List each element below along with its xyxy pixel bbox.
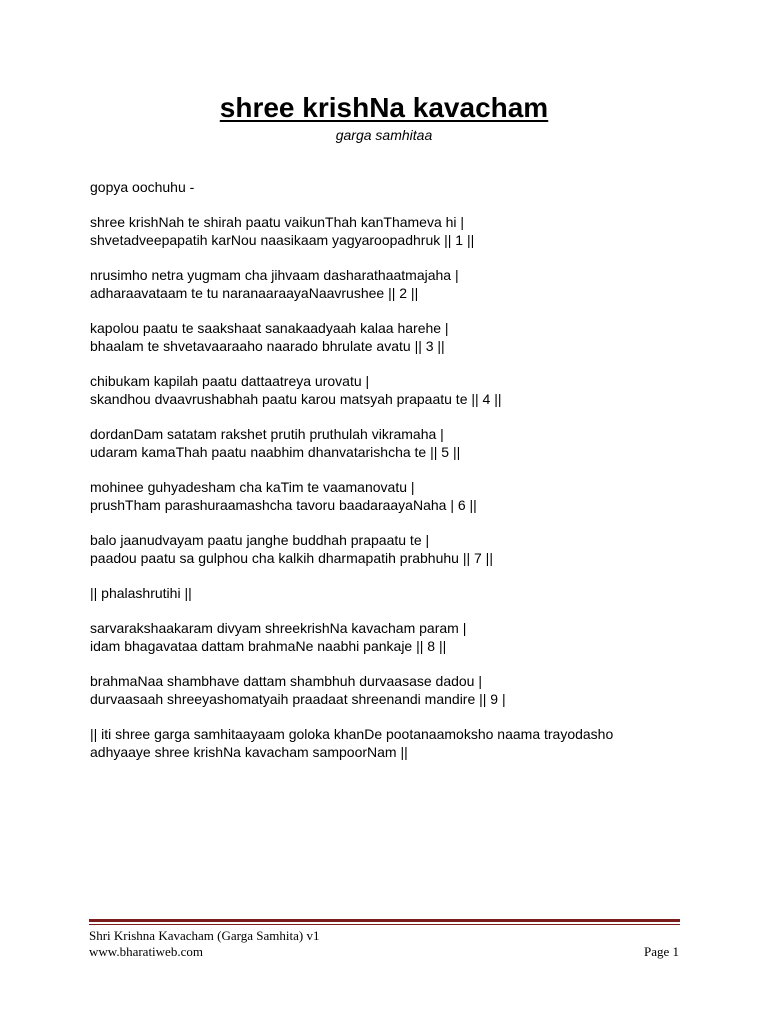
verse-2: nrusimho netra yugmam cha jihvaam dasharathaatmajaha | adharaavataam te tu naranaaraayaNaavrushee || 2 ||: [90, 267, 459, 301]
footer-page-number: Page 1: [643, 944, 679, 959]
footer-left-block: [89, 928, 319, 960]
section-heading-phalashruti: || phalashrutihi ||: [90, 585, 192, 601]
verse-5: dordanDam satatam rakshet prutih pruthulah vikramaha | udaram kamaThah paatu naabhim dhanvatarishcha te || 5 ||: [90, 426, 461, 460]
document-body: [90, 178, 690, 778]
colophon: || iti shree garga samhitaayaam goloka khanDe pootanaamoksho naama trayodasho adhyaaye shree krishNa kavacham sampoorNam ||: [90, 726, 614, 760]
verse-6: mohinee guhyadesham cha kaTim te vaamanovatu | prushTham parashuraamashcha tavoru baadaraayaNaha | 6 ||: [90, 479, 477, 513]
verse-8: sarvarakshaakaram divyam shreekrishNa kavacham param | idam bhagavataa dattam brahmaNe naabhi pankaje || 8 ||: [90, 620, 467, 654]
footer-doc-title: Shri Krishna Kavacham (Garga Samhita) v1: [89, 928, 320, 943]
footer-website: www.bharatiweb.com: [89, 944, 203, 959]
page-subtitle: garga samhitaa: [335, 127, 433, 143]
footer-rule-thin: [89, 924, 680, 925]
page-title: shree krishNa kavacham: [219, 92, 549, 123]
verse-4: chibukam kapilah paatu dattaatreya urovatu | skandhou dvaavrushabhah paatu karou matsyah prapaatu te || 4 ||: [90, 373, 502, 407]
verse-7: balo jaanudvayam paatu janghe buddhah prapaatu te | paadou paatu sa gulphou cha kalkih dharmapatih prabhuhu || 7 ||: [90, 532, 493, 566]
paragraph-intro: gopya oochuhu -: [90, 179, 195, 195]
footer-rule-thick: [89, 919, 680, 922]
verse-1: shree krishNah te shirah paatu vaikunThah kanThameva hi | shvetadveepapatih karNou naasikaam yagyaroopadhruk || 1 ||: [90, 214, 475, 248]
verse-3: kapolou paatu te saakshaat sanakaadyaah kalaa harehe | bhaalam te shvetavaaraaho naarado bhrulate avatu || 3 ||: [90, 320, 449, 354]
verse-9: brahmaNaa shambhave dattam shambhuh durvaasase dadou | durvaasaah shreeyashomatyaih praadaat shreenandi mandire || 9 |: [90, 673, 506, 707]
